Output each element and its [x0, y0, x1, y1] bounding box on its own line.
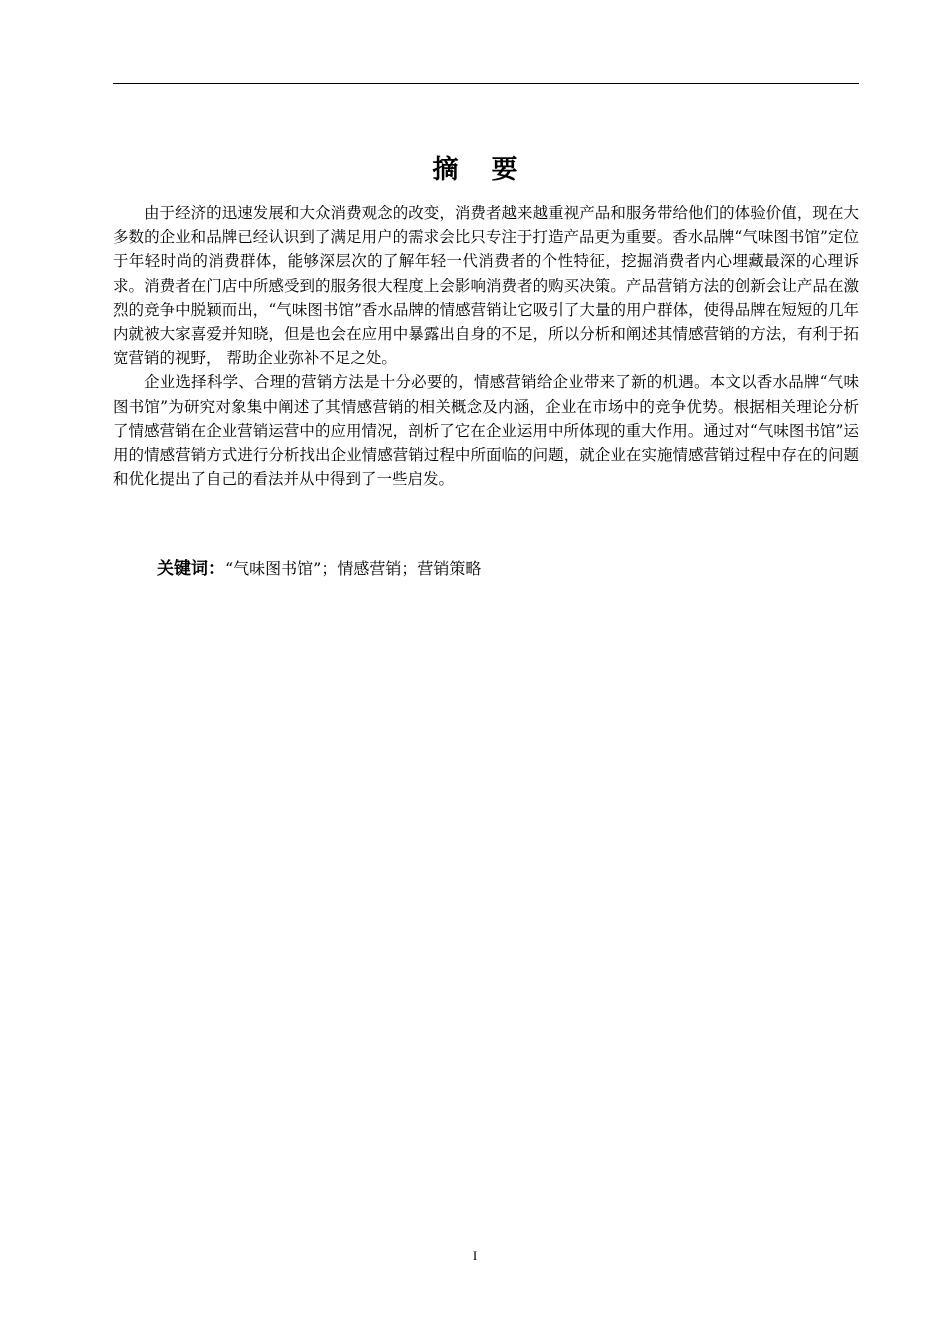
keywords-label: 关键词： [157, 559, 225, 579]
abstract-body [113, 201, 859, 491]
page-title: 摘 要 [432, 155, 530, 185]
keywords-value: “气味图书馆”；情感营销；营销策略 [225, 559, 482, 578]
abstract-paragraph-2: 企业选择科学、合理的营销方法是十分必要的，情感营销给企业带来了新的机遇。本文以香水品牌“气味图书馆”为研究对象集中阐述了其情感营销的相关概念及内涵，企业在市场中的竞争优势。根据相关理论分析了情感营销在企业营销运营中的应用情况，剖析了它在企业运用中所体现的重大作用。通过对“气味图书馆”运用的情感营销方式进行分析找出企业情感营销过程中所面临的问题，就企业在实施情感营销过程中存在的问题和优化提出了自己的看法并从中得到了一些启发。 [113, 373, 859, 489]
page-number: I [472, 1248, 478, 1263]
abstract-paragraph-1: 由于经济的迅速发展和大众消费观念的改变，消费者越来越重视产品和服务带给他们的体验价值，现在大多数的企业和品牌已经认识到了满足用户的需求会比只专注于打造产品更为重要。香水品牌“气味图书馆”定位于年轻时尚的消费群体，能够深层次的了解年轻一代消费者的个性特征，挖掘消费者内心埋藏最深的心理诉求。消费者在门店中所感受到的服务很大程度上会影响消费者的购买决策。产品营销方法的创新会让产品在激烈的竞争中脱颖而出，“气味图书馆”香水品牌的情感营销让它吸引了大量的用户群体，使得品牌在短短的几年内就被大家喜爱并知晓，但是也会在应用中暴露出自身的不足，所以分析和阐述其情感营销的方法，有利于拓宽营销的视野， 帮助企业弥补不足之处。 [113, 204, 859, 368]
header-rule [113, 83, 859, 84]
keywords-line [157, 556, 857, 582]
